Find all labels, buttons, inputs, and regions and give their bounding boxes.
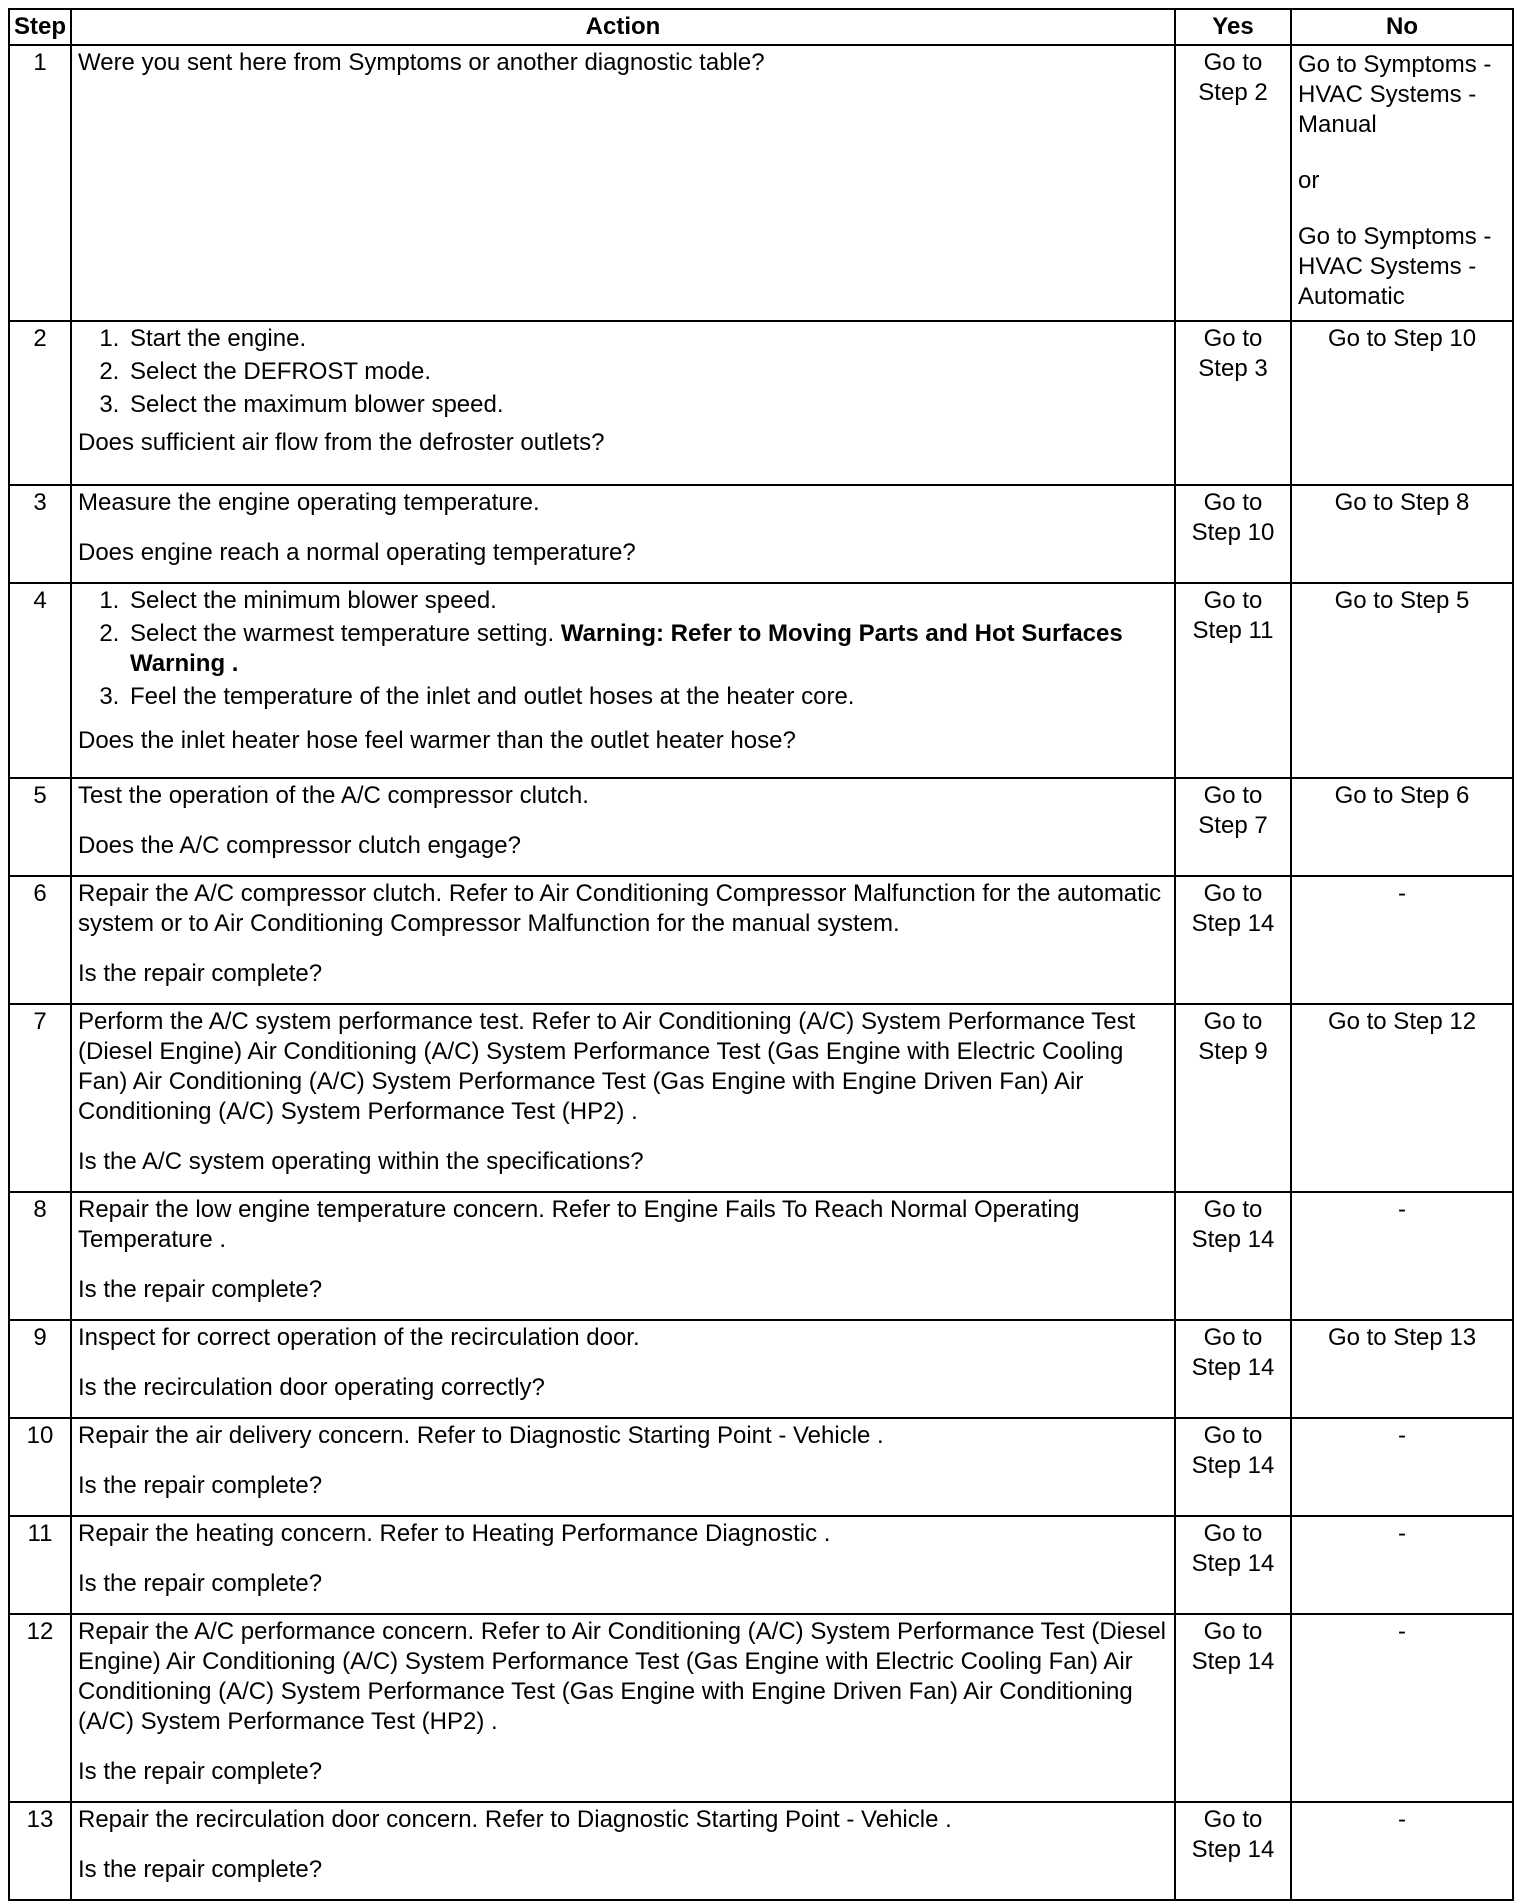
- action-cell: [71, 1192, 1175, 1320]
- step-number: 7: [9, 1004, 71, 1192]
- action-cell: [71, 876, 1175, 1004]
- action-cell: [71, 45, 1175, 321]
- action-cell: [71, 1004, 1175, 1192]
- action-text: Measure the engine operating temperature.: [78, 489, 540, 516]
- header-step: Step: [9, 9, 71, 45]
- action-text: Test the operation of the A/C compressor clutch.: [78, 782, 589, 809]
- list-item: 2. Select the DEFROST mode.: [126, 357, 1168, 387]
- action-text: Repair the recirculation door concern. Refer to Diagnostic Starting Point - Vehicle .: [78, 1806, 952, 1833]
- action-cell: [71, 1320, 1175, 1418]
- action-cell: [71, 1614, 1175, 1802]
- step-number: 13: [9, 1802, 71, 1900]
- table-row: [9, 1418, 1513, 1516]
- no-cell: -: [1291, 1802, 1513, 1900]
- list-item: 1. Start the engine.: [126, 324, 1168, 354]
- no-line: Go to Symptoms - HVAC Systems - Automatic: [1298, 223, 1492, 310]
- action-question: Is the A/C system operating within the specifications?: [78, 1148, 644, 1175]
- no-line: or: [1298, 167, 1320, 194]
- step-number: 10: [9, 1418, 71, 1516]
- yes-cell: Go to Step 14: [1175, 1614, 1291, 1802]
- action-question: Is the repair complete?: [78, 1570, 323, 1597]
- yes-cell: Go to Step 10: [1175, 485, 1291, 583]
- yes-cell: Go to Step 3: [1175, 321, 1291, 485]
- table-row: [9, 485, 1513, 583]
- action-question: Does engine reach a normal operating temperature?: [78, 539, 636, 566]
- step-number: 3: [9, 485, 71, 583]
- header-yes: Yes: [1175, 9, 1291, 45]
- yes-cell: Go to Step 14: [1175, 1516, 1291, 1614]
- no-cell: -: [1291, 1192, 1513, 1320]
- action-question: Does sufficient air flow from the defroster outlets?: [78, 429, 605, 456]
- table-row: [9, 1320, 1513, 1418]
- header-no: No: [1291, 9, 1513, 45]
- table-row: [9, 321, 1513, 485]
- action-text: Repair the low engine temperature concern. Refer to Engine Fails To Reach Normal Operating Temperature .: [78, 1196, 1080, 1253]
- list-item: [126, 619, 1168, 679]
- action-cell: [71, 583, 1175, 778]
- yes-cell: Go to Step 11: [1175, 583, 1291, 778]
- action-text: Repair the A/C performance concern. Refer to Air Conditioning (A/C) System Performance Test (Diesel Engine) Air Conditioning (A/C) System Performance Test (Gas Engine with Electric Cooling Fan) Air Conditioning (A/C) System Performance Test (Gas Engine with Engine Driven Fan) Air Conditioning (A/C) System Performance Test (HP2) .: [78, 1618, 1167, 1735]
- table-row: [9, 1192, 1513, 1320]
- table-row: [9, 778, 1513, 876]
- yes-cell: Go to Step 14: [1175, 876, 1291, 1004]
- action-question: Is the repair complete?: [78, 1758, 323, 1785]
- table-header-row: [9, 9, 1513, 45]
- no-cell: [1291, 45, 1513, 321]
- action-cell: [71, 321, 1175, 485]
- action-cell: [71, 1418, 1175, 1516]
- action-question: Is the repair complete?: [78, 960, 323, 987]
- table-row: [9, 1614, 1513, 1802]
- step-number: 1: [9, 45, 71, 321]
- action-question: Does the A/C compressor clutch engage?: [78, 832, 521, 859]
- step-number: 9: [9, 1320, 71, 1418]
- no-cell: Go to Step 5: [1291, 583, 1513, 778]
- table-row: [9, 45, 1513, 321]
- yes-cell: Go to Step 2: [1175, 45, 1291, 321]
- list-item: 1. Select the minimum blower speed.: [126, 586, 1168, 616]
- action-question: Does the inlet heater hose feel warmer than the outlet heater hose?: [78, 727, 796, 754]
- action-list: [78, 586, 1168, 712]
- list-item-text: Select the warmest temperature setting.: [130, 620, 555, 647]
- action-question: Is the repair complete?: [78, 1276, 323, 1303]
- step-number: 11: [9, 1516, 71, 1614]
- action-question: Is the repair complete?: [78, 1472, 323, 1499]
- no-cell: -: [1291, 876, 1513, 1004]
- action-cell: [71, 1802, 1175, 1900]
- action-cell: [71, 485, 1175, 583]
- diagnostic-table: [8, 8, 1514, 1901]
- action-question: Is the recirculation door operating correctly?: [78, 1374, 545, 1401]
- yes-cell: Go to Step 14: [1175, 1418, 1291, 1516]
- table-row: [9, 1516, 1513, 1614]
- yes-cell: Go to Step 7: [1175, 778, 1291, 876]
- step-number: 2: [9, 321, 71, 485]
- table-row: [9, 1802, 1513, 1900]
- action-text: Repair the air delivery concern. Refer to Diagnostic Starting Point - Vehicle .: [78, 1422, 884, 1449]
- header-action: Action: [71, 9, 1175, 45]
- action-text: Repair the A/C compressor clutch. Refer to Air Conditioning Compressor Malfunction for the automatic system or to Air Conditioning Compressor Malfunction for the manual system.: [78, 880, 1162, 937]
- no-cell: -: [1291, 1516, 1513, 1614]
- action-question: Is the repair complete?: [78, 1856, 323, 1883]
- action-cell: [71, 1516, 1175, 1614]
- warning-text: Warning: Refer to Moving Parts and Hot Surfaces Warning .: [130, 620, 1123, 677]
- no-cell: Go to Step 10: [1291, 321, 1513, 485]
- list-item: 3. Select the maximum blower speed.: [126, 390, 1168, 420]
- action-list: [78, 324, 1168, 420]
- no-cell: Go to Step 8: [1291, 485, 1513, 583]
- step-number: 6: [9, 876, 71, 1004]
- no-cell: Go to Step 12: [1291, 1004, 1513, 1192]
- table-row: [9, 876, 1513, 1004]
- list-item: 3. Feel the temperature of the inlet and outlet hoses at the heater core.: [126, 682, 1168, 712]
- step-number: 12: [9, 1614, 71, 1802]
- action-text: Inspect for correct operation of the recirculation door.: [78, 1324, 640, 1351]
- no-cell: -: [1291, 1418, 1513, 1516]
- no-cell: Go to Step 6: [1291, 778, 1513, 876]
- yes-cell: Go to Step 14: [1175, 1192, 1291, 1320]
- no-line: Go to Symptoms - HVAC Systems - Manual: [1298, 51, 1492, 138]
- table-row: [9, 583, 1513, 778]
- action-text: Repair the heating concern. Refer to Heating Performance Diagnostic .: [78, 1520, 831, 1547]
- step-number: 8: [9, 1192, 71, 1320]
- step-number: 5: [9, 778, 71, 876]
- yes-cell: Go to Step 9: [1175, 1004, 1291, 1192]
- action-text: Were you sent here from Symptoms or another diagnostic table?: [78, 49, 765, 76]
- yes-cell: Go to Step 14: [1175, 1802, 1291, 1900]
- action-text: Perform the A/C system performance test. Refer to Air Conditioning (A/C) System Performance Test (Diesel Engine) Air Conditioning (A/C) System Performance Test (Gas Engine with Electric Cooling Fan) Air Conditioning (A/C) System Performance Test (Gas Engine with Engine Driven Fan) Air Conditioning (A/C) System Performance Test (HP2) .: [78, 1008, 1136, 1125]
- action-cell: [71, 778, 1175, 876]
- table-row: [9, 1004, 1513, 1192]
- no-cell: -: [1291, 1614, 1513, 1802]
- step-number: 4: [9, 583, 71, 778]
- yes-cell: Go to Step 14: [1175, 1320, 1291, 1418]
- no-cell: Go to Step 13: [1291, 1320, 1513, 1418]
